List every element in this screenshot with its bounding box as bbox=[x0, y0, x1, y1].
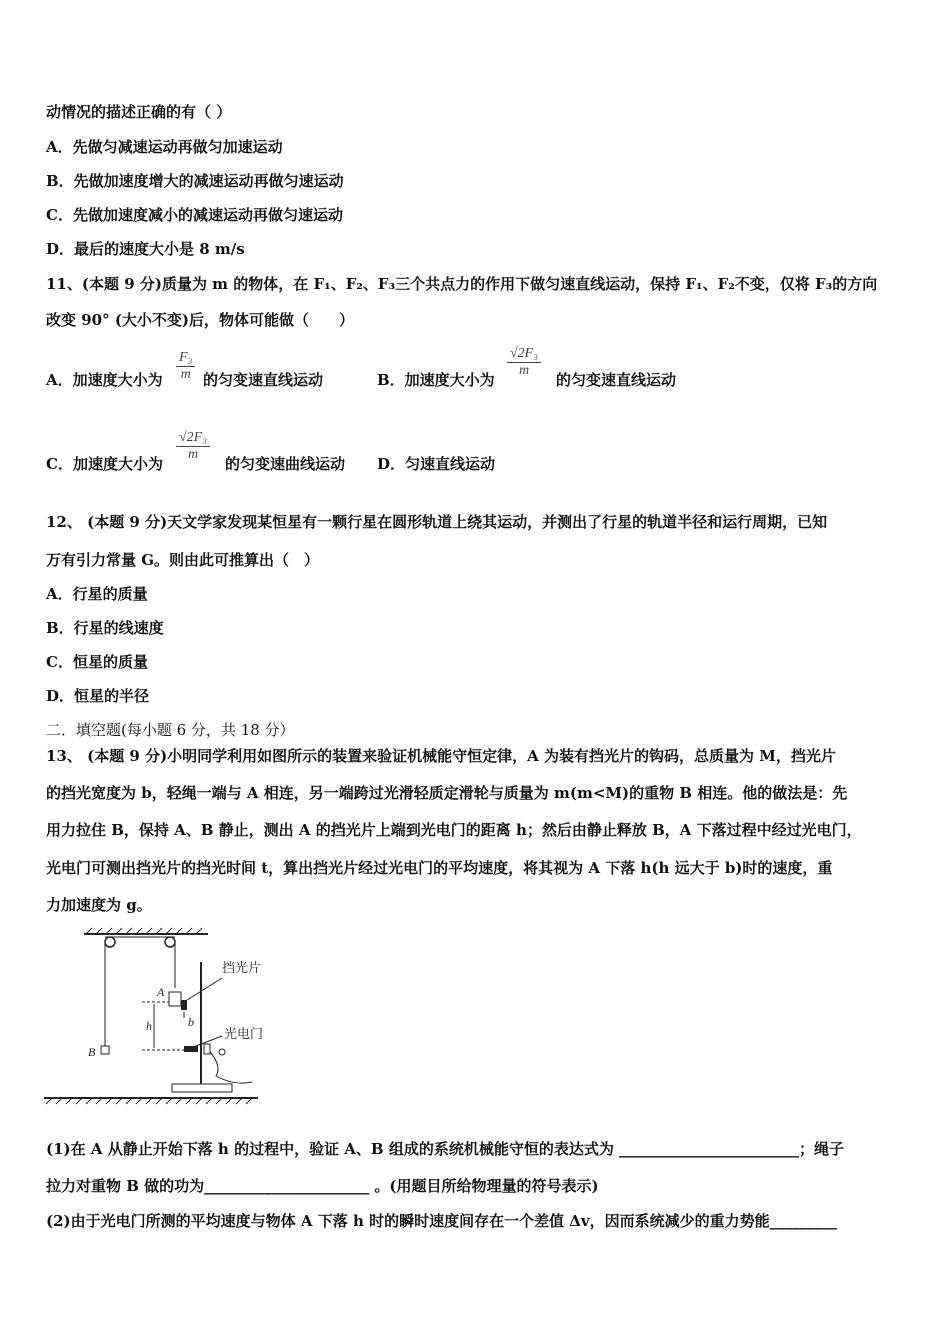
weight-a bbox=[169, 992, 181, 1006]
q13-stem-line5: 力加速度为 g。 bbox=[46, 896, 152, 914]
photogate-clamp bbox=[204, 1044, 210, 1054]
q11-option-a-fraction bbox=[176, 350, 195, 383]
fraction-denominator: m bbox=[518, 363, 530, 378]
q13-sub1-line1: (1)在 A 从静止开始下落 h 的过程中，验证 A、B 组成的系统机械能守恒的表达式为 ________________________；绳子 bbox=[46, 1140, 845, 1158]
q12-stem-line1: 12、 (本题 9 分)天文学家发现某恒星有一颗行星在圆形轨道上绕其运动，并测出了行星的轨道半径和运行周期，已知 bbox=[46, 513, 828, 531]
label-b-width: b bbox=[188, 1015, 194, 1029]
q13-stem-line1: 13、 (本题 9 分)小明同学利用如图所示的装置来验证机械能守恒定律，A 为装有挡光片的钩码，总质量为 M，挡光片 bbox=[46, 747, 836, 765]
q11-option-c-prefix: C．加速度大小为 bbox=[46, 455, 163, 473]
shutter-plate bbox=[181, 1000, 187, 1010]
label-gate: 光电门 bbox=[224, 1027, 264, 1042]
q13-stem-line4: 光电门可测出挡光片的挡光时间 t，算出挡光片经过光电门的平均速度，将其视为 A 下落 h(h 远大于 b)时的速度，重 bbox=[46, 859, 833, 877]
q11-stem-line1: 11、(本题 9 分)质量为 m 的物体，在 F₁、F₂、F₃三个共点力的作用下做匀速直线运动，保持 F₁、F₂不变，仅将 F₃的方向 bbox=[46, 275, 878, 293]
right-pulley bbox=[165, 937, 175, 947]
photogate-body bbox=[184, 1046, 198, 1052]
fraction-numerator: √2F₃ bbox=[176, 430, 210, 447]
cable-plug bbox=[219, 1049, 225, 1055]
q11-option-c-fraction bbox=[176, 430, 210, 463]
q12-option-d: D．恒星的半径 bbox=[46, 687, 150, 705]
q11-option-b-fraction bbox=[507, 346, 541, 379]
label-b-weight: B bbox=[88, 1045, 96, 1059]
q12-option-a: A．行星的质量 bbox=[46, 585, 148, 603]
fraction-denominator: m bbox=[187, 447, 199, 462]
gate-cable bbox=[210, 1052, 252, 1083]
q12-stem-line2: 万有引力常量 G。则由此可推算出（ ） bbox=[46, 551, 320, 569]
q10-option-a: A．先做匀减速运动再做匀加速运动 bbox=[46, 138, 283, 156]
q12-option-b: B．行星的线速度 bbox=[46, 619, 164, 637]
q13-stem-line3: 用力拉住 B，保持 A、B 静止，测出 A 的挡光片上端到光电门的距离 h；然后由静止释放 B，A 下落过程中经过光电门， bbox=[46, 821, 862, 839]
q11-option-d: D．匀速直线运动 bbox=[377, 455, 496, 473]
label-a: A bbox=[157, 985, 165, 999]
q13-sub2-line1: (2)由于光电门所测的平均速度与物体 A 下落 h 时的瞬时速度间存在一个差值 Δv，因而系统减少的重力势能_________ bbox=[46, 1212, 838, 1230]
section-heading: 二．填空题(每小题 6 分，共 18 分） bbox=[46, 721, 295, 739]
label-h: h bbox=[146, 1019, 152, 1033]
label-shutter: 挡光片 bbox=[222, 961, 262, 976]
q11-option-b-prefix: B．加速度大小为 bbox=[377, 371, 495, 389]
q11-option-a-prefix: A．加速度大小为 bbox=[46, 371, 163, 389]
left-pulley bbox=[105, 937, 115, 947]
pulley-photogate-figure bbox=[44, 926, 264, 1106]
q11-stem-line2: 改变 90° (大小不变)后，物体可能做（ ） bbox=[46, 311, 355, 329]
q11-option-a-suffix: 的匀变速直线运动 bbox=[203, 371, 324, 389]
q13-stem-line2: 的挡光宽度为 b，轻绳一端与 A 相连，另一端跨过光滑轻质定滑轮与质量为 m(m<M)的重物 B 相连。他的做法是：先 bbox=[46, 784, 848, 802]
q10-option-d: D．最后的速度大小是 8 m/s bbox=[46, 240, 245, 258]
q11-option-c-suffix: 的匀变速曲线运动 bbox=[225, 455, 346, 473]
q12-option-c: C．恒星的质量 bbox=[46, 653, 148, 671]
intro-line: 动情况的描述正确的有（ ） bbox=[46, 103, 232, 121]
q11-option-b-suffix: 的匀变速直线运动 bbox=[556, 371, 677, 389]
q10-option-c: C．先做加速度减小的减速运动再做匀速运动 bbox=[46, 206, 343, 224]
weight-b bbox=[101, 1046, 109, 1054]
stand-base bbox=[172, 1084, 232, 1092]
fraction-numerator: F₃ bbox=[176, 350, 195, 367]
fraction-numerator: √2F₃ bbox=[507, 346, 541, 363]
shutter-pointer bbox=[187, 978, 222, 1000]
q13-sub1-line2: 拉力对重物 B 做的功为______________________ 。(用题目所给物理量的符号表示) bbox=[46, 1177, 599, 1195]
fraction-denominator: m bbox=[180, 367, 191, 382]
q10-option-b: B．先做加速度增大的减速运动再做匀速运动 bbox=[46, 172, 344, 190]
